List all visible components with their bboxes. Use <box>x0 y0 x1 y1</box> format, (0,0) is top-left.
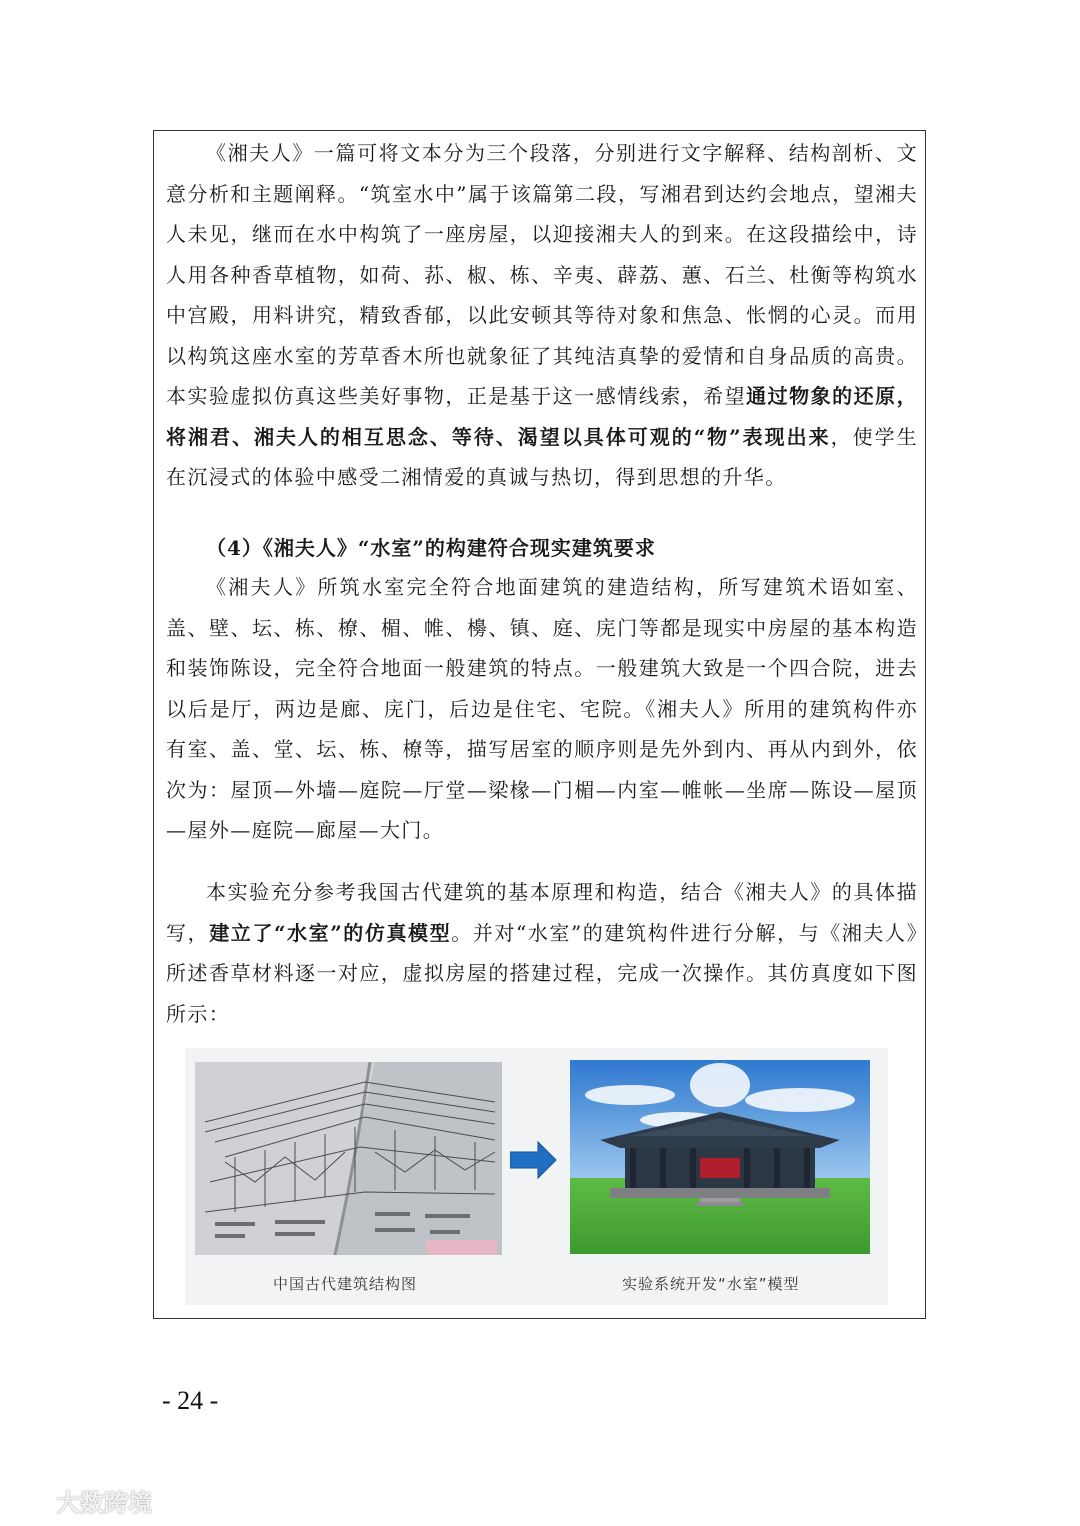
comparison-figure <box>185 1048 888 1305</box>
paragraph-1-bold: 通过物象的还原，将湘君、湘夫人的相互思念、等待、渴望以具体可观的“物”表现出来 <box>166 384 918 449</box>
paragraph-1 <box>166 133 918 498</box>
paragraph-3-bold: 建立了“水室”的仿真模型 <box>209 920 452 945</box>
ancient-architecture-drawing <box>195 1062 502 1255</box>
arrow-right-icon <box>510 1140 558 1180</box>
paragraph-2-text: 《湘夫人》所筑水室完全符合地面建筑的建造结构，所写建筑术语如室、盖、壁、坛、栋、橑、楣、帷、櫋、镇、庭、庑门等都是现实中房屋的基本构造和装饰陈设，完全符合地面一般建筑的特点。一般建筑大致是一个四合院，进去以后是厅，两边是廊、庑门，后边是住宅、宅院。《湘夫人》所用的建筑构件亦有室、盖、堂、坛、栋、橑等，描写居室的顺序则是先外到内、再从内到外，依次为：屋顶—外墙—庭院—厅堂—梁椽—门楣—内室—帷帐—坐席—陈设—屋顶—屋外—庭院—廊屋—大门。 <box>166 575 918 842</box>
paragraph-2 <box>166 567 918 851</box>
page-number: - 24 - <box>162 1386 219 1415</box>
paragraph-3-text-b: 。并对“水室”的建筑构件进行分解，与《湘夫人》所述香草材料逐一对应，虚拟房屋的搭建过程，完成一次操作。其仿真度如下图所示： <box>166 920 919 1026</box>
paragraph-3 <box>166 872 918 1034</box>
water-chamber-model-render <box>570 1060 870 1254</box>
watermark-logo-icon <box>8 1485 50 1515</box>
paragraph-3-text-a: 本实验充分参考我国古代建筑的基本原理和构造，结合《湘夫人》的具体描写， <box>166 880 918 945</box>
watermark <box>8 1482 152 1518</box>
paragraph-1-text-a: 《湘夫人》一篇可将文本分为三个段落，分别进行文字解释、结构剖析、文意分析和主题阐释。“筑室水中”属于该篇第二段，写湘君到达约会地点，望湘夫人未见，继而在水中构筑了一座房屋，以迎接湘夫人的到来。在这段描绘中，诗人用各种香草植物，如荷、荪、椒、栋、辛夷、薜荔、蕙、石兰、杜衡等构筑水中宫殿，用料讲究，精致香郁，以此安顿其等待对象和焦急、怅惘的心灵。而用以构筑这座水室的芳草香木所也就象征了其纯洁真挚的爱情和自身品质的高贵。本实验虚拟仿真这些美好事物，正是基于这一感情线索，希望 <box>166 141 918 408</box>
section-heading: （4）《湘夫人》“水室”的构建符合现实建筑要求 <box>206 536 656 560</box>
figure-caption-left: 中国古代建筑结构图 <box>273 1275 418 1293</box>
watermark-text: 大数跨境 <box>56 1488 152 1517</box>
paragraph-1-text-b: ，使学生在沉浸式的体验中感受二湘情爱的真诚与热切，得到思想的升华。 <box>166 424 918 489</box>
figure-caption-right: 实验系统开发“水室”模型 <box>622 1275 800 1293</box>
